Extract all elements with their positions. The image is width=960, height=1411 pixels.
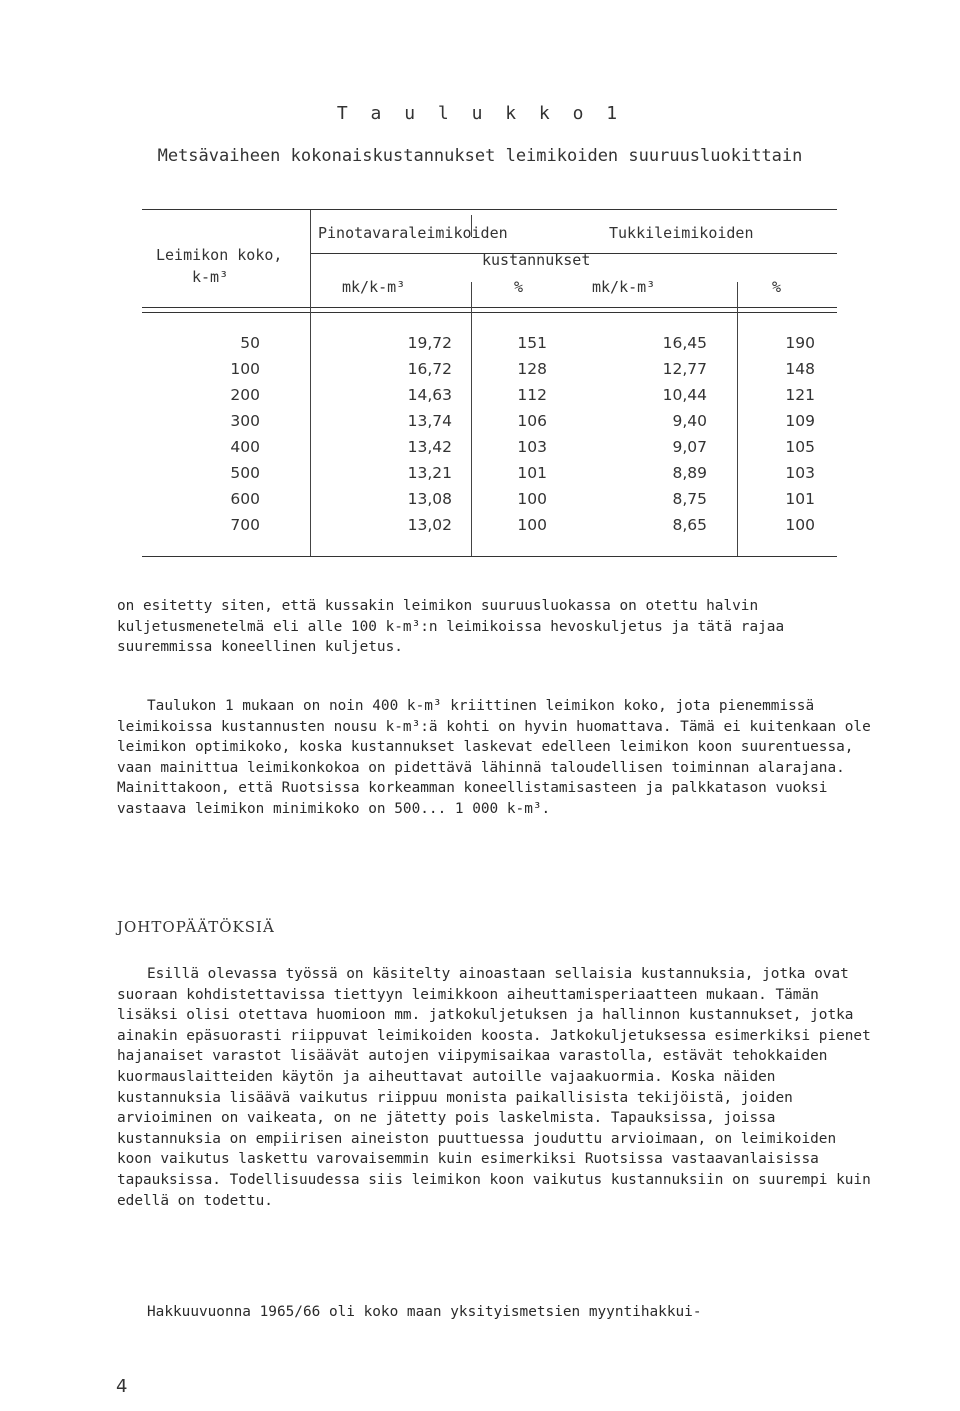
cell-size: 200 bbox=[230, 386, 260, 404]
col-divider-3 bbox=[471, 282, 472, 556]
cell-pino-pct: 128 bbox=[517, 360, 547, 378]
header-unit-1: mk/k-m³ bbox=[342, 278, 406, 296]
cell-pino-pct: 103 bbox=[517, 438, 547, 456]
cell-pino-cost: 13,74 bbox=[407, 412, 452, 430]
cell-pino-pct: 112 bbox=[517, 386, 547, 404]
cell-tukki-cost: 8,65 bbox=[672, 516, 707, 534]
cell-pino-cost: 13,42 bbox=[407, 438, 452, 456]
cell-pino-pct: 151 bbox=[517, 334, 547, 352]
cell-size: 500 bbox=[230, 464, 260, 482]
cell-size: 700 bbox=[230, 516, 260, 534]
paragraph-2: Taulukon 1 mukaan on noin 400 k-m³ kriittinen leimikon koko, jota pienemmissä leimikoissa kustannusten nousu k-m³:ä kohti on hyvin huomattava. Tämä ei kuitenkaan ole leimikon optimikoko, koska kustannukset laskevat edelleen leimikon koon suurentuessa, vaan mainittua leimikonkokoa on pidettävä lähinnä taloudellisen toiminnan alarajana. Mainittakoon, että Ruotsissa korkeamman koneellistamisasteen ja palkkatason vuoksi vastaava leimikon minimikoko on 500... 1 000 k-m³. bbox=[117, 698, 871, 817]
header-size-unit: k-m³ bbox=[192, 268, 229, 286]
cost-table bbox=[142, 209, 837, 557]
cell-size: 600 bbox=[230, 490, 260, 508]
header-shared-kustannukset: kustannukset bbox=[482, 251, 591, 269]
header-pct-1: % bbox=[514, 278, 524, 296]
cell-pino-cost: 13,02 bbox=[407, 516, 452, 534]
header-rule bbox=[142, 307, 837, 308]
page-title: T a u l u k k o 1 bbox=[336, 103, 624, 124]
cell-pino-pct: 100 bbox=[517, 516, 547, 534]
header-pct-2: % bbox=[772, 278, 782, 296]
header-rule-2 bbox=[142, 312, 837, 313]
cell-tukki-cost: 9,07 bbox=[672, 438, 707, 456]
cell-tukki-cost: 16,45 bbox=[662, 334, 707, 352]
cell-size: 400 bbox=[230, 438, 260, 456]
header-size-label: Leimikon koko, bbox=[156, 246, 283, 264]
col-divider-1 bbox=[310, 210, 311, 556]
header-group-pinotavara: Pinotavaraleimikoiden bbox=[318, 224, 508, 242]
cell-tukki-cost: 10,44 bbox=[662, 386, 707, 404]
cell-tukki-pct: 101 bbox=[785, 490, 815, 508]
cell-pino-cost: 16,72 bbox=[407, 360, 452, 378]
cell-tukki-pct: 190 bbox=[785, 334, 815, 352]
cell-pino-pct: 101 bbox=[517, 464, 547, 482]
cell-tukki-cost: 9,40 bbox=[672, 412, 707, 430]
section-heading: JOHTOPÄÄTÖKSIÄ bbox=[117, 918, 275, 936]
cell-tukki-cost: 8,89 bbox=[672, 464, 707, 482]
paragraph-3: Esillä olevassa työssä on käsitelty ainoastaan sellaisia kustannuksia, jotka ovat suoraan kohdistettavissa tiettyyn leimikkoon aiheuttamisperiaatteen mukaan. Tämän lisäksi olisi otettava huomioon mm. jatkokuljetuksen ja hallinnon kustannukset, jotka ainakin epäsuorasti riippuvat leimikoiden koosta. Jatkokuljetuksessa esimerkiksi pienet hajanaiset varastot lisäävät autojen viipymisaikaa varastolla, estävät tehokkaiden kuormauslaitteiden käytön ja aiheuttavat autoille vajaakuormia. Koska näiden kustannuksia lisäävä vaikutus riippuu monista paikallisista tekijöistä, joiden arvioiminen on vaikeata, on ne jätetty pois laskelmista. Tapauksissa, joissa kustannuksia on empiirisen aineiston puuttuessa jouduttu arvioimaan, on leimikoiden koon vaikutus laskettu varovaisemmin kuin esimerkiksi Ruotsissa vastaavanlaisissa tapauksissa. Todellisuudessa siis leimikon koon vaikutus kustannuksiin on suurempi kuin edellä on todettu. bbox=[117, 966, 871, 1209]
page-number: 4 bbox=[116, 1376, 128, 1397]
cell-pino-pct: 100 bbox=[517, 490, 547, 508]
cell-tukki-pct: 109 bbox=[785, 412, 815, 430]
cell-pino-cost: 13,21 bbox=[407, 464, 452, 482]
cell-size: 50 bbox=[240, 334, 260, 352]
cell-tukki-cost: 8,75 bbox=[672, 490, 707, 508]
table-caption: Metsävaiheen kokonaiskustannukset leimikoiden suuruusluokittain bbox=[157, 146, 803, 166]
cell-pino-cost: 14,63 bbox=[407, 386, 452, 404]
cell-pino-pct: 106 bbox=[517, 412, 547, 430]
col-divider-4 bbox=[737, 282, 738, 556]
paragraph-1: on esitetty siten, että kussakin leimikon suuruusluokassa on otettu halvin kuljetusmenetelmä eli alle 100 k-m³:n leimikoissa hevoskuljetus ja tätä rajaa suuremmissa koneellinen kuljetus. bbox=[117, 598, 785, 656]
cell-tukki-pct: 100 bbox=[785, 516, 815, 534]
cell-pino-cost: 13,08 bbox=[407, 490, 452, 508]
cell-tukki-cost: 12,77 bbox=[662, 360, 707, 378]
cell-size: 300 bbox=[230, 412, 260, 430]
cell-tukki-pct: 148 bbox=[785, 360, 815, 378]
cell-pino-cost: 19,72 bbox=[407, 334, 452, 352]
cell-size: 100 bbox=[230, 360, 260, 378]
cell-tukki-pct: 103 bbox=[785, 464, 815, 482]
header-unit-2: mk/k-m³ bbox=[592, 278, 656, 296]
cell-tukki-pct: 121 bbox=[785, 386, 815, 404]
cell-tukki-pct: 105 bbox=[785, 438, 815, 456]
paragraph-4: Hakkuuvuonna 1965/66 oli koko maan yksityismetsien myyntihakkui- bbox=[147, 1304, 702, 1320]
header-group-tukki: Tukkileimikoiden bbox=[609, 224, 754, 242]
